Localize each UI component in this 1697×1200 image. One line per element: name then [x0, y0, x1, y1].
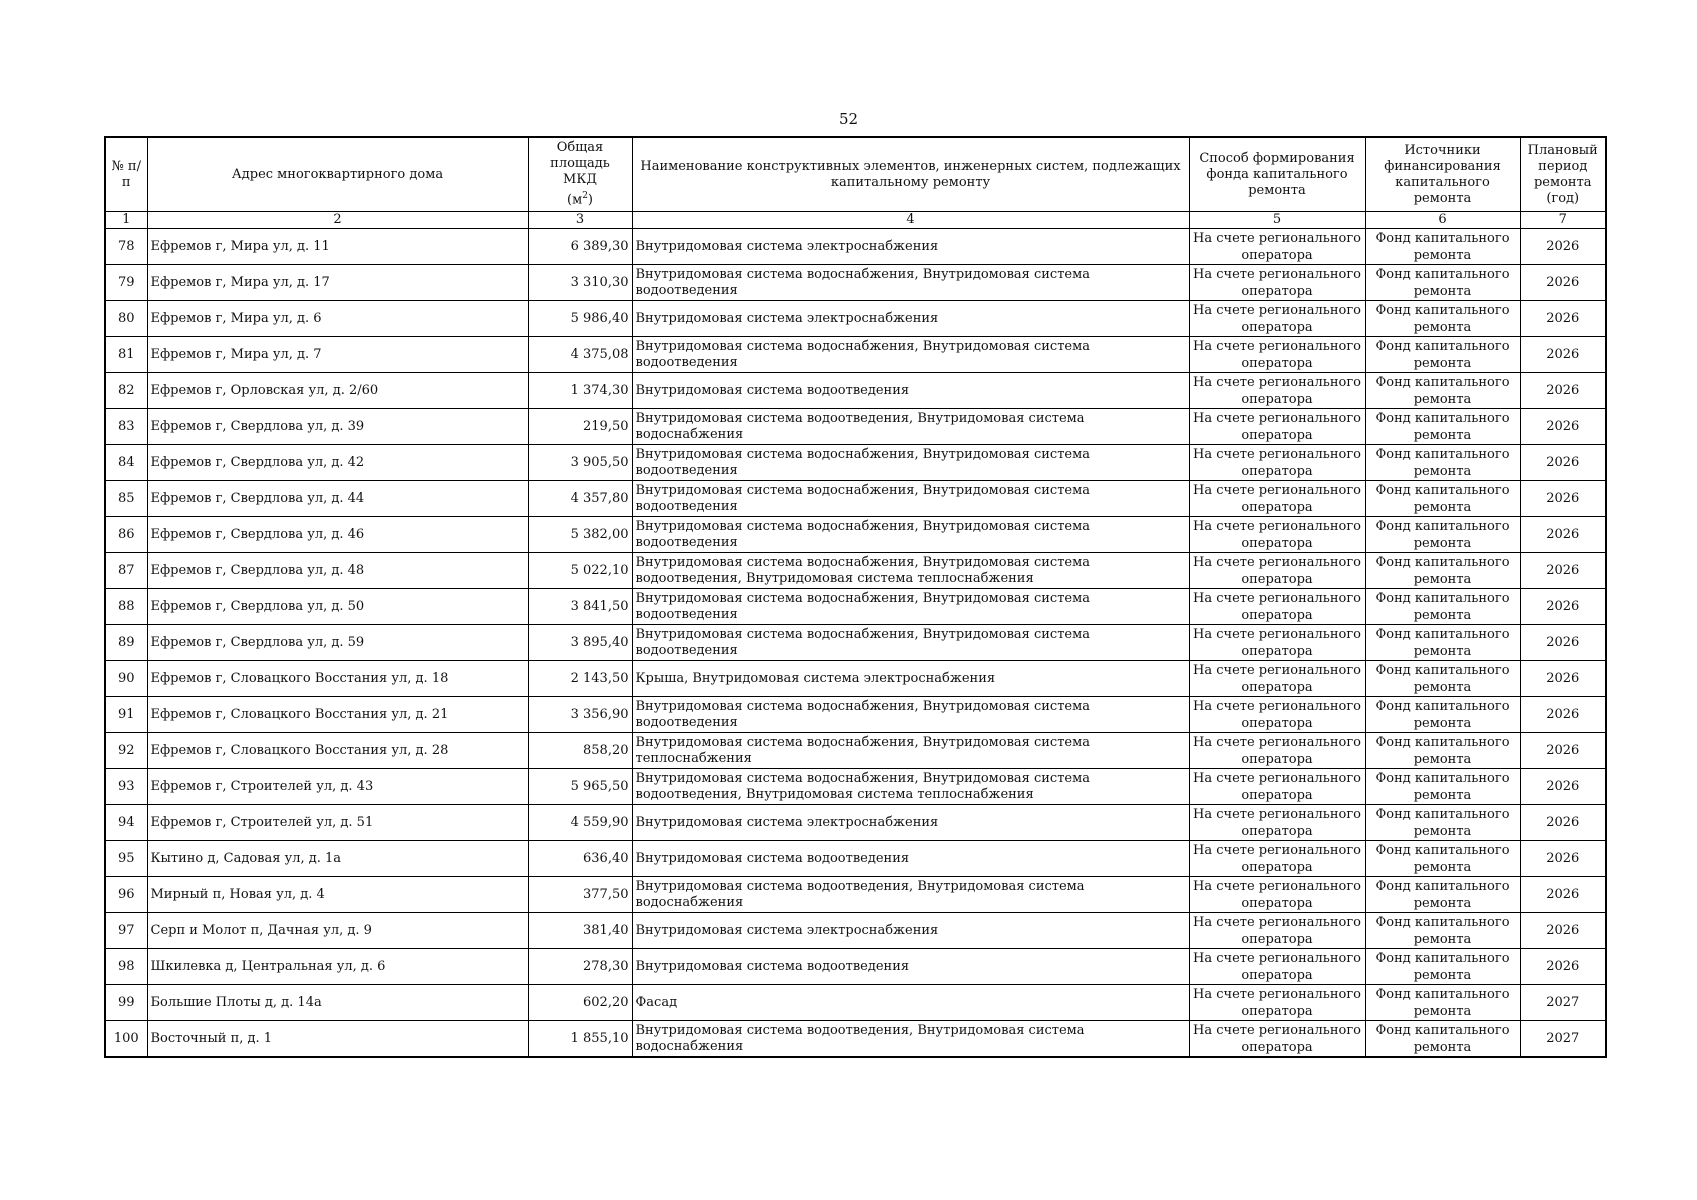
- cell-row-number: 82: [105, 373, 147, 409]
- table-row: [105, 697, 1606, 733]
- cell-fund-method: На счете регионального оператора: [1189, 229, 1365, 265]
- cell-area: 5 022,10: [528, 553, 632, 589]
- cell-funding-source: Фонд капитального ремонта: [1365, 589, 1520, 625]
- cell-address: Ефремов г, Строителей ул, д. 43: [147, 769, 528, 805]
- cell-elements: Внутридомовая система водоснабжения, Внутридомовая система водоотведения: [632, 517, 1189, 553]
- repair-program-table: [104, 136, 1607, 1058]
- cell-address: Ефремов г, Словацкого Восстания ул, д. 21: [147, 697, 528, 733]
- cell-area: 5 986,40: [528, 301, 632, 337]
- cell-row-number: 87: [105, 553, 147, 589]
- column-number: 1: [105, 212, 147, 229]
- cell-planned-year: 2026: [1520, 373, 1606, 409]
- cell-row-number: 89: [105, 625, 147, 661]
- cell-elements: Внутридомовая система водоснабжения, Внутридомовая система водоотведения: [632, 697, 1189, 733]
- cell-address: Ефремов г, Орловская ул, д. 2/60: [147, 373, 528, 409]
- cell-planned-year: 2026: [1520, 445, 1606, 481]
- cell-row-number: 86: [105, 517, 147, 553]
- header-fund-method: Способ формирования фонда капитального ремонта: [1189, 137, 1365, 212]
- cell-fund-method: На счете регионального оператора: [1189, 877, 1365, 913]
- page-number: 52: [838, 110, 859, 128]
- cell-funding-source: Фонд капитального ремонта: [1365, 913, 1520, 949]
- cell-funding-source: Фонд капитального ремонта: [1365, 229, 1520, 265]
- cell-planned-year: 2026: [1520, 877, 1606, 913]
- cell-elements: Внутридомовая система водоотведения, Внутридомовая система водоснабжения: [632, 409, 1189, 445]
- cell-area: 5 382,00: [528, 517, 632, 553]
- cell-fund-method: На счете регионального оператора: [1189, 553, 1365, 589]
- cell-area: 636,40: [528, 841, 632, 877]
- cell-planned-year: 2026: [1520, 265, 1606, 301]
- cell-fund-method: На счете регионального оператора: [1189, 841, 1365, 877]
- cell-address: Ефремов г, Свердлова ул, д. 42: [147, 445, 528, 481]
- cell-area: 278,30: [528, 949, 632, 985]
- cell-address: Шкилевка д, Центральная ул, д. 6: [147, 949, 528, 985]
- cell-area: 377,50: [528, 877, 632, 913]
- cell-area: 3 895,40: [528, 625, 632, 661]
- cell-area: 602,20: [528, 985, 632, 1021]
- cell-planned-year: 2026: [1520, 769, 1606, 805]
- table-row: [105, 517, 1606, 553]
- cell-area: 4 357,80: [528, 481, 632, 517]
- cell-row-number: 95: [105, 841, 147, 877]
- column-number: 6: [1365, 212, 1520, 229]
- cell-row-number: 83: [105, 409, 147, 445]
- table-row: [105, 481, 1606, 517]
- cell-fund-method: На счете регионального оператора: [1189, 1021, 1365, 1058]
- cell-planned-year: 2026: [1520, 661, 1606, 697]
- cell-address: Серп и Молот п, Дачная ул, д. 9: [147, 913, 528, 949]
- column-number-row: [105, 212, 1606, 229]
- header-area-unit-close: ): [587, 192, 593, 208]
- cell-planned-year: 2026: [1520, 337, 1606, 373]
- cell-row-number: 99: [105, 985, 147, 1021]
- cell-elements: Внутридомовая система водоснабжения, Внутридомовая система водоотведения: [632, 265, 1189, 301]
- cell-area: 219,50: [528, 409, 632, 445]
- cell-elements: Внутридомовая система водоотведения: [632, 949, 1189, 985]
- cell-fund-method: На счете регионального оператора: [1189, 337, 1365, 373]
- column-number: 5: [1189, 212, 1365, 229]
- table-row: [105, 985, 1606, 1021]
- cell-funding-source: Фонд капитального ремонта: [1365, 301, 1520, 337]
- cell-planned-year: 2026: [1520, 301, 1606, 337]
- cell-planned-year: 2026: [1520, 697, 1606, 733]
- cell-address: Восточный п, д. 1: [147, 1021, 528, 1058]
- cell-address: Ефремов г, Мира ул, д. 6: [147, 301, 528, 337]
- cell-elements: Внутридомовая система водоснабжения, Внутридомовая система водоотведения, Внутридомовая система теплоснабжения: [632, 553, 1189, 589]
- cell-address: Большие Плоты д, д. 14а: [147, 985, 528, 1021]
- cell-row-number: 92: [105, 733, 147, 769]
- cell-address: Ефремов г, Свердлова ул, д. 48: [147, 553, 528, 589]
- table-row: [105, 949, 1606, 985]
- cell-elements: Внутридомовая система водоснабжения, Внутридомовая система водоотведения: [632, 625, 1189, 661]
- cell-elements: Крыша, Внутридомовая система электроснабжения: [632, 661, 1189, 697]
- cell-row-number: 90: [105, 661, 147, 697]
- cell-funding-source: Фонд капитального ремонта: [1365, 1021, 1520, 1058]
- cell-elements: Внутридомовая система электроснабжения: [632, 301, 1189, 337]
- cell-fund-method: На счете регионального оператора: [1189, 949, 1365, 985]
- cell-area: 858,20: [528, 733, 632, 769]
- table-row: [105, 373, 1606, 409]
- cell-fund-method: На счете регионального оператора: [1189, 805, 1365, 841]
- cell-funding-source: Фонд капитального ремонта: [1365, 769, 1520, 805]
- cell-funding-source: Фонд капитального ремонта: [1365, 697, 1520, 733]
- cell-area: 3 841,50: [528, 589, 632, 625]
- cell-elements: Внутридомовая система водоснабжения, Внутридомовая система водоотведения: [632, 445, 1189, 481]
- table-row: [105, 661, 1606, 697]
- cell-row-number: 97: [105, 913, 147, 949]
- cell-area: 1 374,30: [528, 373, 632, 409]
- cell-planned-year: 2026: [1520, 841, 1606, 877]
- cell-funding-source: Фонд капитального ремонта: [1365, 337, 1520, 373]
- table-body: [105, 229, 1606, 1058]
- cell-fund-method: На счете регионального оператора: [1189, 373, 1365, 409]
- cell-funding-source: Фонд капитального ремонта: [1365, 445, 1520, 481]
- cell-row-number: 98: [105, 949, 147, 985]
- header-sources: Источники финансирования капитального ремонта: [1365, 137, 1520, 212]
- cell-funding-source: Фонд капитального ремонта: [1365, 733, 1520, 769]
- cell-row-number: 80: [105, 301, 147, 337]
- table-row: [105, 409, 1606, 445]
- table-row: [105, 841, 1606, 877]
- cell-row-number: 88: [105, 589, 147, 625]
- cell-funding-source: Фонд капитального ремонта: [1365, 517, 1520, 553]
- cell-planned-year: 2026: [1520, 913, 1606, 949]
- table-row: [105, 805, 1606, 841]
- cell-address: Мирный п, Новая ул, д. 4: [147, 877, 528, 913]
- cell-area: 1 855,10: [528, 1021, 632, 1058]
- cell-fund-method: На счете регионального оператора: [1189, 517, 1365, 553]
- cell-fund-method: На счете регионального оператора: [1189, 733, 1365, 769]
- cell-planned-year: 2026: [1520, 553, 1606, 589]
- cell-address: Ефремов г, Свердлова ул, д. 46: [147, 517, 528, 553]
- cell-address: Ефремов г, Свердлова ул, д. 39: [147, 409, 528, 445]
- table-row: [105, 229, 1606, 265]
- header-row: [105, 137, 1606, 212]
- cell-address: Ефремов г, Мира ул, д. 17: [147, 265, 528, 301]
- cell-fund-method: На счете регионального оператора: [1189, 409, 1365, 445]
- cell-elements: Внутридомовая система электроснабжения: [632, 913, 1189, 949]
- table-row: [105, 877, 1606, 913]
- cell-funding-source: Фонд капитального ремонта: [1365, 985, 1520, 1021]
- table-row: [105, 265, 1606, 301]
- cell-fund-method: На счете регионального оператора: [1189, 301, 1365, 337]
- cell-planned-year: 2027: [1520, 985, 1606, 1021]
- cell-funding-source: Фонд капитального ремонта: [1365, 553, 1520, 589]
- cell-row-number: 93: [105, 769, 147, 805]
- cell-funding-source: Фонд капитального ремонта: [1365, 409, 1520, 445]
- table-row: [105, 337, 1606, 373]
- cell-row-number: 85: [105, 481, 147, 517]
- cell-funding-source: Фонд капитального ремонта: [1365, 805, 1520, 841]
- cell-area: 5 965,50: [528, 769, 632, 805]
- cell-elements: Внутридомовая система водоснабжения, Внутридомовая система водоотведения: [632, 589, 1189, 625]
- header-area: [528, 137, 632, 212]
- cell-address: Ефремов г, Свердлова ул, д. 44: [147, 481, 528, 517]
- cell-planned-year: 2026: [1520, 589, 1606, 625]
- cell-planned-year: 2027: [1520, 1021, 1606, 1058]
- cell-address: Ефремов г, Мира ул, д. 7: [147, 337, 528, 373]
- table-row: [105, 589, 1606, 625]
- cell-funding-source: Фонд капитального ремонта: [1365, 841, 1520, 877]
- cell-fund-method: На счете регионального оператора: [1189, 625, 1365, 661]
- table-row: [105, 1021, 1606, 1058]
- cell-planned-year: 2026: [1520, 409, 1606, 445]
- cell-fund-method: На счете регионального оператора: [1189, 265, 1365, 301]
- cell-area: 3 310,30: [528, 265, 632, 301]
- table-row: [105, 445, 1606, 481]
- table-row: [105, 553, 1606, 589]
- cell-funding-source: Фонд капитального ремонта: [1365, 265, 1520, 301]
- cell-row-number: 78: [105, 229, 147, 265]
- cell-fund-method: На счете регионального оператора: [1189, 769, 1365, 805]
- cell-funding-source: Фонд капитального ремонта: [1365, 481, 1520, 517]
- cell-row-number: 81: [105, 337, 147, 373]
- cell-elements: Фасад: [632, 985, 1189, 1021]
- cell-planned-year: 2026: [1520, 625, 1606, 661]
- cell-planned-year: 2026: [1520, 733, 1606, 769]
- cell-elements: Внутридомовая система водоснабжения, Внутридомовая система теплоснабжения: [632, 733, 1189, 769]
- cell-area: 3 905,50: [528, 445, 632, 481]
- cell-funding-source: Фонд капитального ремонта: [1365, 877, 1520, 913]
- cell-planned-year: 2026: [1520, 481, 1606, 517]
- cell-fund-method: На счете регионального оператора: [1189, 697, 1365, 733]
- cell-area: 4 559,90: [528, 805, 632, 841]
- cell-funding-source: Фонд капитального ремонта: [1365, 373, 1520, 409]
- column-number: 7: [1520, 212, 1606, 229]
- header-area-label: Общая площадь МКД: [550, 140, 610, 188]
- cell-planned-year: 2026: [1520, 517, 1606, 553]
- cell-fund-method: На счете регионального оператора: [1189, 661, 1365, 697]
- cell-address: Ефремов г, Словацкого Восстания ул, д. 18: [147, 661, 528, 697]
- cell-row-number: 79: [105, 265, 147, 301]
- cell-area: 4 375,08: [528, 337, 632, 373]
- cell-elements: Внутридомовая система водоснабжения, Внутридомовая система водоотведения: [632, 481, 1189, 517]
- cell-row-number: 100: [105, 1021, 147, 1058]
- cell-funding-source: Фонд капитального ремонта: [1365, 661, 1520, 697]
- cell-row-number: 94: [105, 805, 147, 841]
- table-row: [105, 769, 1606, 805]
- cell-fund-method: На счете регионального оператора: [1189, 985, 1365, 1021]
- cell-fund-method: На счете регионального оператора: [1189, 913, 1365, 949]
- cell-address: Ефремов г, Мира ул, д. 11: [147, 229, 528, 265]
- cell-address: Ефремов г, Свердлова ул, д. 59: [147, 625, 528, 661]
- cell-elements: Внутридомовая система водоотведения: [632, 373, 1189, 409]
- cell-area: 6 389,30: [528, 229, 632, 265]
- table-row: [105, 301, 1606, 337]
- cell-row-number: 96: [105, 877, 147, 913]
- column-number: 2: [147, 212, 528, 229]
- cell-elements: Внутридомовая система электроснабжения: [632, 805, 1189, 841]
- cell-area: 381,40: [528, 913, 632, 949]
- cell-funding-source: Фонд капитального ремонта: [1365, 625, 1520, 661]
- cell-elements: Внутридомовая система водоснабжения, Внутридомовая система водоотведения: [632, 337, 1189, 373]
- table-row: [105, 913, 1606, 949]
- cell-planned-year: 2026: [1520, 805, 1606, 841]
- cell-elements: Внутридомовая система водоотведения, Внутридомовая система водоснабжения: [632, 877, 1189, 913]
- cell-address: Ефремов г, Словацкого Восстания ул, д. 28: [147, 733, 528, 769]
- header-area-unit: (м: [567, 192, 583, 208]
- cell-area: 2 143,50: [528, 661, 632, 697]
- cell-elements: Внутридомовая система водоотведения, Внутридомовая система водоснабжения: [632, 1021, 1189, 1058]
- header-address: Адрес многоквартирного дома: [147, 137, 528, 212]
- cell-address: Ефремов г, Свердлова ул, д. 50: [147, 589, 528, 625]
- cell-elements: Внутридомовая система водоснабжения, Внутридомовая система водоотведения, Внутридомовая система теплоснабжения: [632, 769, 1189, 805]
- header-area-unit-sup: 2: [582, 191, 588, 202]
- cell-fund-method: На счете регионального оператора: [1189, 445, 1365, 481]
- column-number: 4: [632, 212, 1189, 229]
- cell-funding-source: Фонд капитального ремонта: [1365, 949, 1520, 985]
- cell-fund-method: На счете регионального оператора: [1189, 589, 1365, 625]
- header-elements: Наименование конструктивных элементов, инженерных систем, подлежащих капитальному ремонту: [632, 137, 1189, 212]
- header-period: Плановый период ремонта (год): [1520, 137, 1606, 212]
- cell-row-number: 84: [105, 445, 147, 481]
- cell-row-number: 91: [105, 697, 147, 733]
- table-row: [105, 733, 1606, 769]
- cell-elements: Внутридомовая система электроснабжения: [632, 229, 1189, 265]
- cell-planned-year: 2026: [1520, 949, 1606, 985]
- table-row: [105, 625, 1606, 661]
- cell-address: Ефремов г, Строителей ул, д. 51: [147, 805, 528, 841]
- cell-planned-year: 2026: [1520, 229, 1606, 265]
- cell-area: 3 356,90: [528, 697, 632, 733]
- column-number: 3: [528, 212, 632, 229]
- cell-elements: Внутридомовая система водоотведения: [632, 841, 1189, 877]
- header-num: № п/п: [105, 137, 147, 212]
- cell-address: Кытино д, Садовая ул, д. 1а: [147, 841, 528, 877]
- cell-fund-method: На счете регионального оператора: [1189, 481, 1365, 517]
